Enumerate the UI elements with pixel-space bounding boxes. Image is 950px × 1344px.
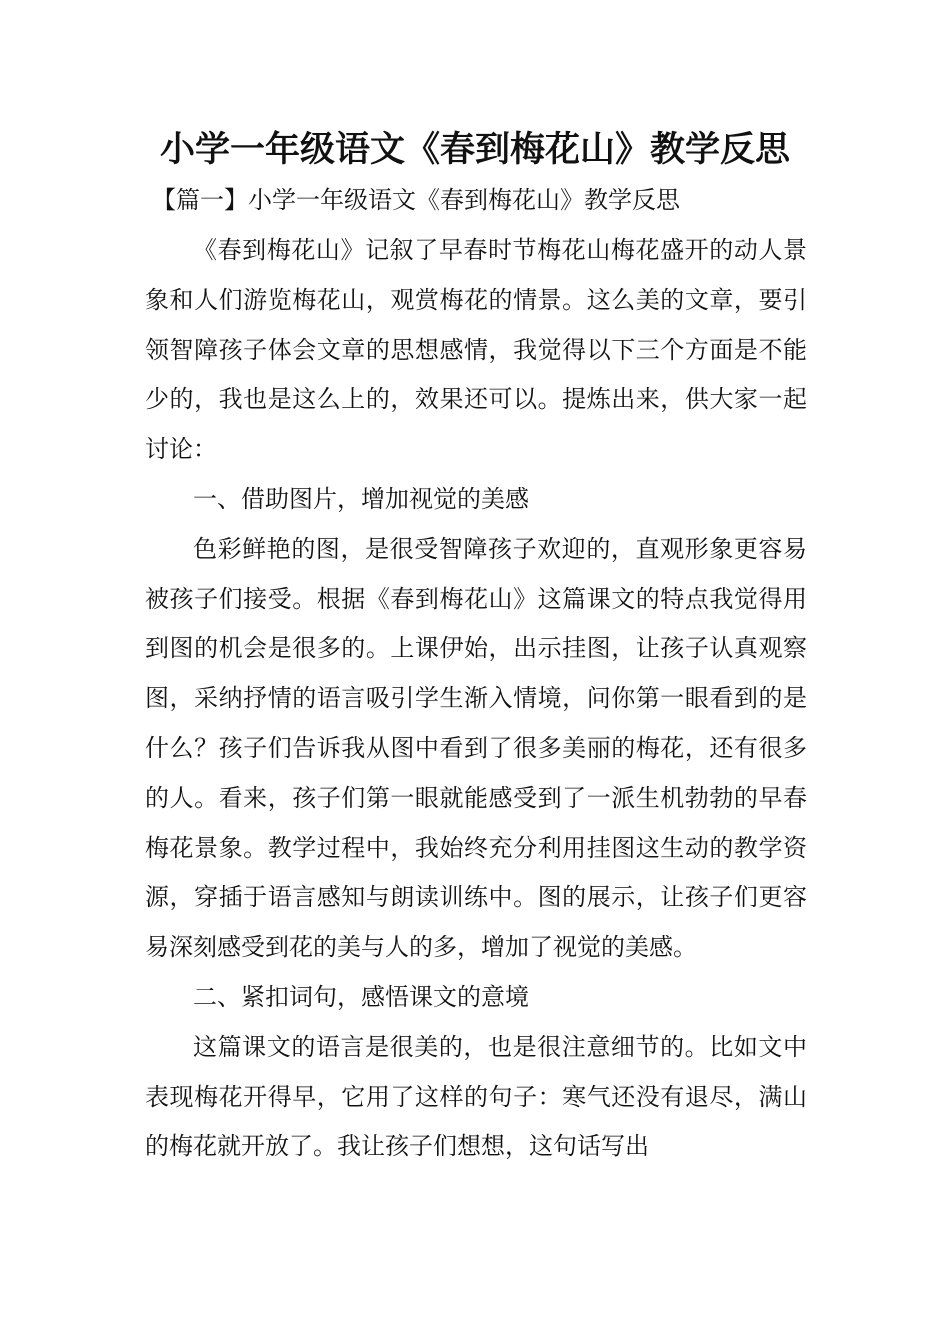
section-heading-1: 一、借助图片，增加视觉的美感 xyxy=(193,484,529,513)
paragraph-intro: 《春到梅花山》记叙了早春时节梅花山梅花盛开的动人景象和人们游览梅花山，观赏梅花的情景。这么美的文章，要引领智障孩子体会文章的思想感情，我觉得以下三个方面是不能少的，我也是这么上的，效果还可以。提炼出来，供大家一起讨论： xyxy=(145,236,807,464)
document-body xyxy=(145,226,807,1172)
paragraph-images: 色彩鲜艳的图，是很受智障孩子欢迎的，直观形象更容易被孩子们接受。根据《春到梅花山》这篇课文的特点我觉得用到图的机会是很多的。上课伊始，出示挂图，让孩子认真观察图，采纳抒情的语言吸引学生渐入情境，问你第一眼看到的是什么？孩子们告诉我从图中看到了很多美丽的梅花，还有很多的人。看来，孩子们第一眼就能感受到了一派生机勃勃的早春梅花景象。教学过程中，我始终充分利用挂图这生动的教学资源，穿插于语言感知与朗读训练中。图的展示，让孩子们更容易深刻感受到花的美与人的多，增加了视觉的美感。 xyxy=(145,534,807,962)
section-heading: 【篇一】小学一年级语文《春到梅花山》教学反思 xyxy=(152,186,680,214)
section-heading-2: 二、紧扣词句，感悟课文的意境 xyxy=(193,982,529,1011)
document-title: 小学一年级语文《春到梅花山》教学反思 xyxy=(159,130,790,170)
paragraph-words: 这篇课文的语言是很美的，也是很注意细节的。比如文中表现梅花开得早，它用了这样的句子：寒气还没有退尽，满山的梅花就开放了。我让孩子们想想，这句话写出 xyxy=(145,1032,807,1161)
